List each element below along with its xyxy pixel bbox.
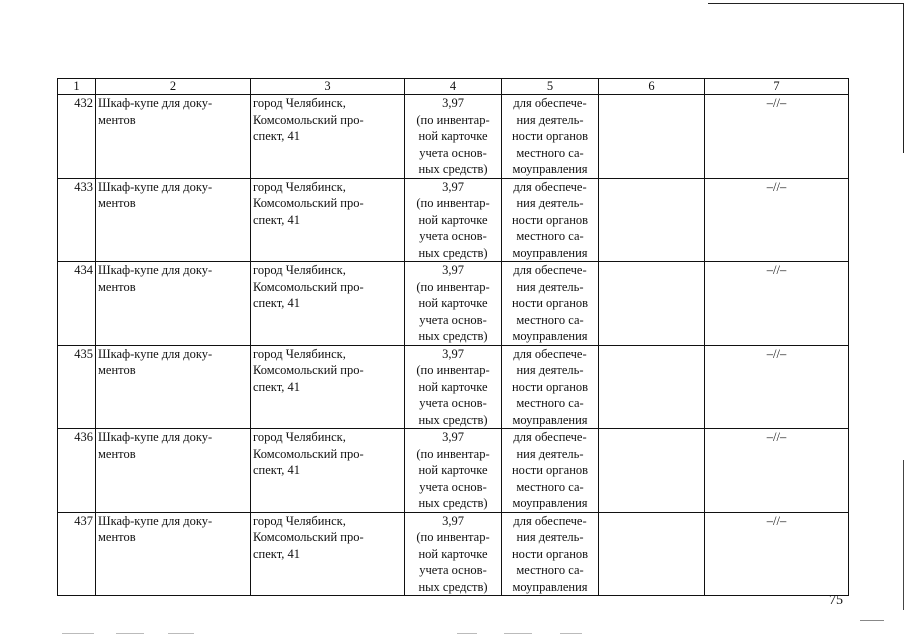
cell-line: ния деятель- bbox=[516, 279, 584, 294]
cell-line: (по инвентар- bbox=[416, 112, 490, 127]
cell-line: учета основ- bbox=[419, 312, 487, 327]
cell-line: Шкаф-купе для доку- bbox=[98, 179, 213, 194]
cell-line: Комсомольский про- bbox=[253, 530, 364, 544]
column-number: 5 bbox=[502, 79, 599, 95]
cell-line: ности органов bbox=[511, 463, 589, 477]
cell-line: учета основ- bbox=[419, 145, 487, 160]
column-number: 4 bbox=[405, 79, 502, 95]
cell-line: Комсомольский про- bbox=[253, 363, 364, 377]
column-number: 1 bbox=[58, 79, 96, 95]
cell-line: 3,97 bbox=[442, 263, 464, 277]
cell-line: моуправления bbox=[512, 245, 588, 260]
cell-address bbox=[251, 262, 405, 346]
cell-line: учета основ- bbox=[419, 563, 487, 577]
cell-purpose bbox=[502, 345, 599, 429]
cell-line: моуправления bbox=[512, 412, 588, 427]
cell-line: спект, 41 bbox=[253, 129, 300, 143]
cell-line: местного са- bbox=[516, 396, 584, 410]
cell-line: (по инвентар- bbox=[416, 446, 490, 461]
cell-line: местного са- bbox=[516, 145, 584, 160]
cell-line: 3,97 bbox=[442, 346, 464, 361]
cell-line: город Челябинск, bbox=[253, 346, 346, 361]
cell-ditto-mark: –//– bbox=[705, 345, 849, 429]
cell-line: моуправления bbox=[512, 329, 588, 343]
scan-artifact bbox=[168, 633, 194, 634]
page-number: 75 bbox=[829, 593, 843, 608]
cell-column-6 bbox=[599, 262, 705, 346]
column-number: 7 bbox=[705, 79, 849, 95]
cell-item-number: 432 bbox=[58, 95, 96, 179]
scan-artifact bbox=[62, 633, 94, 634]
cell-area bbox=[405, 178, 502, 262]
cell-item-name bbox=[96, 429, 251, 513]
cell-line: ных средств) bbox=[418, 245, 488, 260]
cell-line: (по инвентар- bbox=[416, 530, 490, 544]
cell-area bbox=[405, 345, 502, 429]
cell-line: Шкаф-купе для доку- bbox=[98, 513, 213, 528]
cell-line: для обеспече- bbox=[513, 346, 587, 361]
cell-line: моуправления bbox=[512, 496, 588, 510]
cell-line: ния деятель- bbox=[516, 530, 584, 544]
cell-line: ной карточке bbox=[418, 463, 488, 477]
cell-line: Шкаф-купе для доку- bbox=[98, 346, 213, 361]
cell-ditto-mark: –//– bbox=[705, 429, 849, 513]
table-row bbox=[58, 512, 849, 596]
register-body bbox=[58, 95, 849, 596]
cell-address bbox=[251, 178, 405, 262]
cell-line: ной карточке bbox=[418, 296, 488, 310]
cell-line: для обеспече- bbox=[513, 430, 587, 444]
table-row bbox=[58, 345, 849, 429]
cell-line: город Челябинск, bbox=[253, 96, 346, 110]
table-row bbox=[58, 178, 849, 262]
scan-mark-bottom-right bbox=[860, 620, 884, 621]
cell-line: ности органов bbox=[511, 296, 589, 310]
cell-purpose bbox=[502, 262, 599, 346]
cell-line: город Челябинск, bbox=[253, 263, 346, 277]
cell-line: ных средств) bbox=[418, 412, 488, 427]
cell-line: ной карточке bbox=[418, 212, 488, 227]
cell-line: ной карточке bbox=[418, 379, 488, 394]
cell-column-6 bbox=[599, 95, 705, 179]
cell-item-name bbox=[96, 512, 251, 596]
cell-item-name bbox=[96, 178, 251, 262]
cell-line: ных средств) bbox=[418, 496, 488, 510]
scan-artifact bbox=[560, 633, 582, 634]
cell-line: ментов bbox=[98, 196, 136, 210]
scan-border-right bbox=[903, 3, 904, 153]
cell-line: ности органов bbox=[511, 546, 589, 561]
cell-line: местного са- bbox=[516, 563, 584, 577]
cell-line: ментов bbox=[98, 363, 136, 377]
cell-line: моуправления bbox=[512, 162, 588, 176]
cell-line: местного са- bbox=[516, 312, 584, 327]
table-row bbox=[58, 429, 849, 513]
cell-purpose bbox=[502, 178, 599, 262]
scan-border-right-lower bbox=[903, 460, 904, 610]
cell-item-name bbox=[96, 262, 251, 346]
cell-area bbox=[405, 512, 502, 596]
cell-line: моуправления bbox=[512, 579, 588, 594]
cell-line: ния деятель- bbox=[516, 363, 584, 377]
table-row bbox=[58, 262, 849, 346]
cell-item-number: 437 bbox=[58, 512, 96, 596]
cell-line: спект, 41 bbox=[253, 463, 300, 477]
cell-line: ментов bbox=[98, 279, 136, 294]
cell-ditto-mark: –//– bbox=[705, 262, 849, 346]
column-number: 6 bbox=[599, 79, 705, 95]
cell-line: спект, 41 bbox=[253, 379, 300, 394]
cell-item-number: 434 bbox=[58, 262, 96, 346]
cell-line: Шкаф-купе для доку- bbox=[98, 96, 213, 110]
cell-item-number: 435 bbox=[58, 345, 96, 429]
cell-line: ных средств) bbox=[418, 162, 488, 176]
scan-artifact bbox=[504, 633, 532, 634]
cell-line: город Челябинск, bbox=[253, 513, 346, 528]
cell-purpose bbox=[502, 95, 599, 179]
cell-address bbox=[251, 95, 405, 179]
cell-column-6 bbox=[599, 178, 705, 262]
cell-line: ния деятель- bbox=[516, 196, 584, 210]
cell-line: ных средств) bbox=[418, 579, 488, 594]
column-number: 2 bbox=[96, 79, 251, 95]
cell-column-6 bbox=[599, 429, 705, 513]
cell-line: ности органов bbox=[511, 379, 589, 394]
cell-ditto-mark: –//– bbox=[705, 512, 849, 596]
cell-area bbox=[405, 429, 502, 513]
cell-line: для обеспече- bbox=[513, 179, 587, 194]
scan-border-top bbox=[708, 3, 904, 4]
cell-line: ных средств) bbox=[418, 329, 488, 343]
cell-line: Шкаф-купе для доку- bbox=[98, 430, 213, 444]
cell-line: ментов bbox=[98, 112, 136, 127]
cell-line: 3,97 bbox=[442, 179, 464, 194]
cell-item-number: 433 bbox=[58, 178, 96, 262]
cell-line: местного са- bbox=[516, 479, 584, 494]
cell-line: город Челябинск, bbox=[253, 179, 346, 194]
scan-artifact bbox=[116, 633, 144, 634]
cell-line: ности органов bbox=[511, 212, 589, 227]
cell-line: 3,97 bbox=[442, 430, 464, 444]
cell-line: ной карточке bbox=[418, 129, 488, 143]
cell-address bbox=[251, 512, 405, 596]
cell-line: для обеспече- bbox=[513, 513, 587, 528]
cell-line: спект, 41 bbox=[253, 546, 300, 561]
cell-line: (по инвентар- bbox=[416, 279, 490, 294]
cell-item-name bbox=[96, 95, 251, 179]
cell-line: учета основ- bbox=[419, 479, 487, 494]
cell-line: ной карточке bbox=[418, 546, 488, 561]
cell-line: Комсомольский про- bbox=[253, 446, 364, 461]
cell-item-number: 436 bbox=[58, 429, 96, 513]
cell-address bbox=[251, 345, 405, 429]
cell-column-6 bbox=[599, 345, 705, 429]
cell-purpose bbox=[502, 512, 599, 596]
cell-line: учета основ- bbox=[419, 229, 487, 243]
cell-line: для обеспече- bbox=[513, 263, 587, 277]
cell-address bbox=[251, 429, 405, 513]
cell-line: Комсомольский про- bbox=[253, 196, 364, 210]
cell-ditto-mark: –//– bbox=[705, 95, 849, 179]
cell-line: спект, 41 bbox=[253, 212, 300, 227]
cell-line: 3,97 bbox=[442, 96, 464, 110]
cell-ditto-mark: –//– bbox=[705, 178, 849, 262]
cell-line: спект, 41 bbox=[253, 296, 300, 310]
cell-line: Шкаф-купе для доку- bbox=[98, 263, 213, 277]
cell-line: ния деятель- bbox=[516, 112, 584, 127]
cell-line: город Челябинск, bbox=[253, 430, 346, 444]
scan-artifact bbox=[457, 633, 477, 634]
cell-item-name bbox=[96, 345, 251, 429]
cell-line: (по инвентар- bbox=[416, 363, 490, 377]
cell-line: для обеспече- bbox=[513, 96, 587, 110]
cell-line: (по инвентар- bbox=[416, 196, 490, 210]
cell-line: ности органов bbox=[511, 129, 589, 143]
cell-line: 3,97 bbox=[442, 513, 464, 528]
cell-area bbox=[405, 262, 502, 346]
property-register-table bbox=[57, 78, 849, 596]
cell-line: ментов bbox=[98, 530, 136, 544]
cell-line: Комсомольский про- bbox=[253, 112, 364, 127]
cell-line: местного са- bbox=[516, 229, 584, 243]
cell-purpose bbox=[502, 429, 599, 513]
column-number-row bbox=[58, 79, 849, 95]
cell-line: учета основ- bbox=[419, 396, 487, 410]
cell-line: ния деятель- bbox=[516, 446, 584, 461]
cell-line: ментов bbox=[98, 446, 136, 461]
cell-line: Комсомольский про- bbox=[253, 279, 364, 294]
column-number: 3 bbox=[251, 79, 405, 95]
table-row bbox=[58, 95, 849, 179]
cell-area bbox=[405, 95, 502, 179]
cell-column-6 bbox=[599, 512, 705, 596]
